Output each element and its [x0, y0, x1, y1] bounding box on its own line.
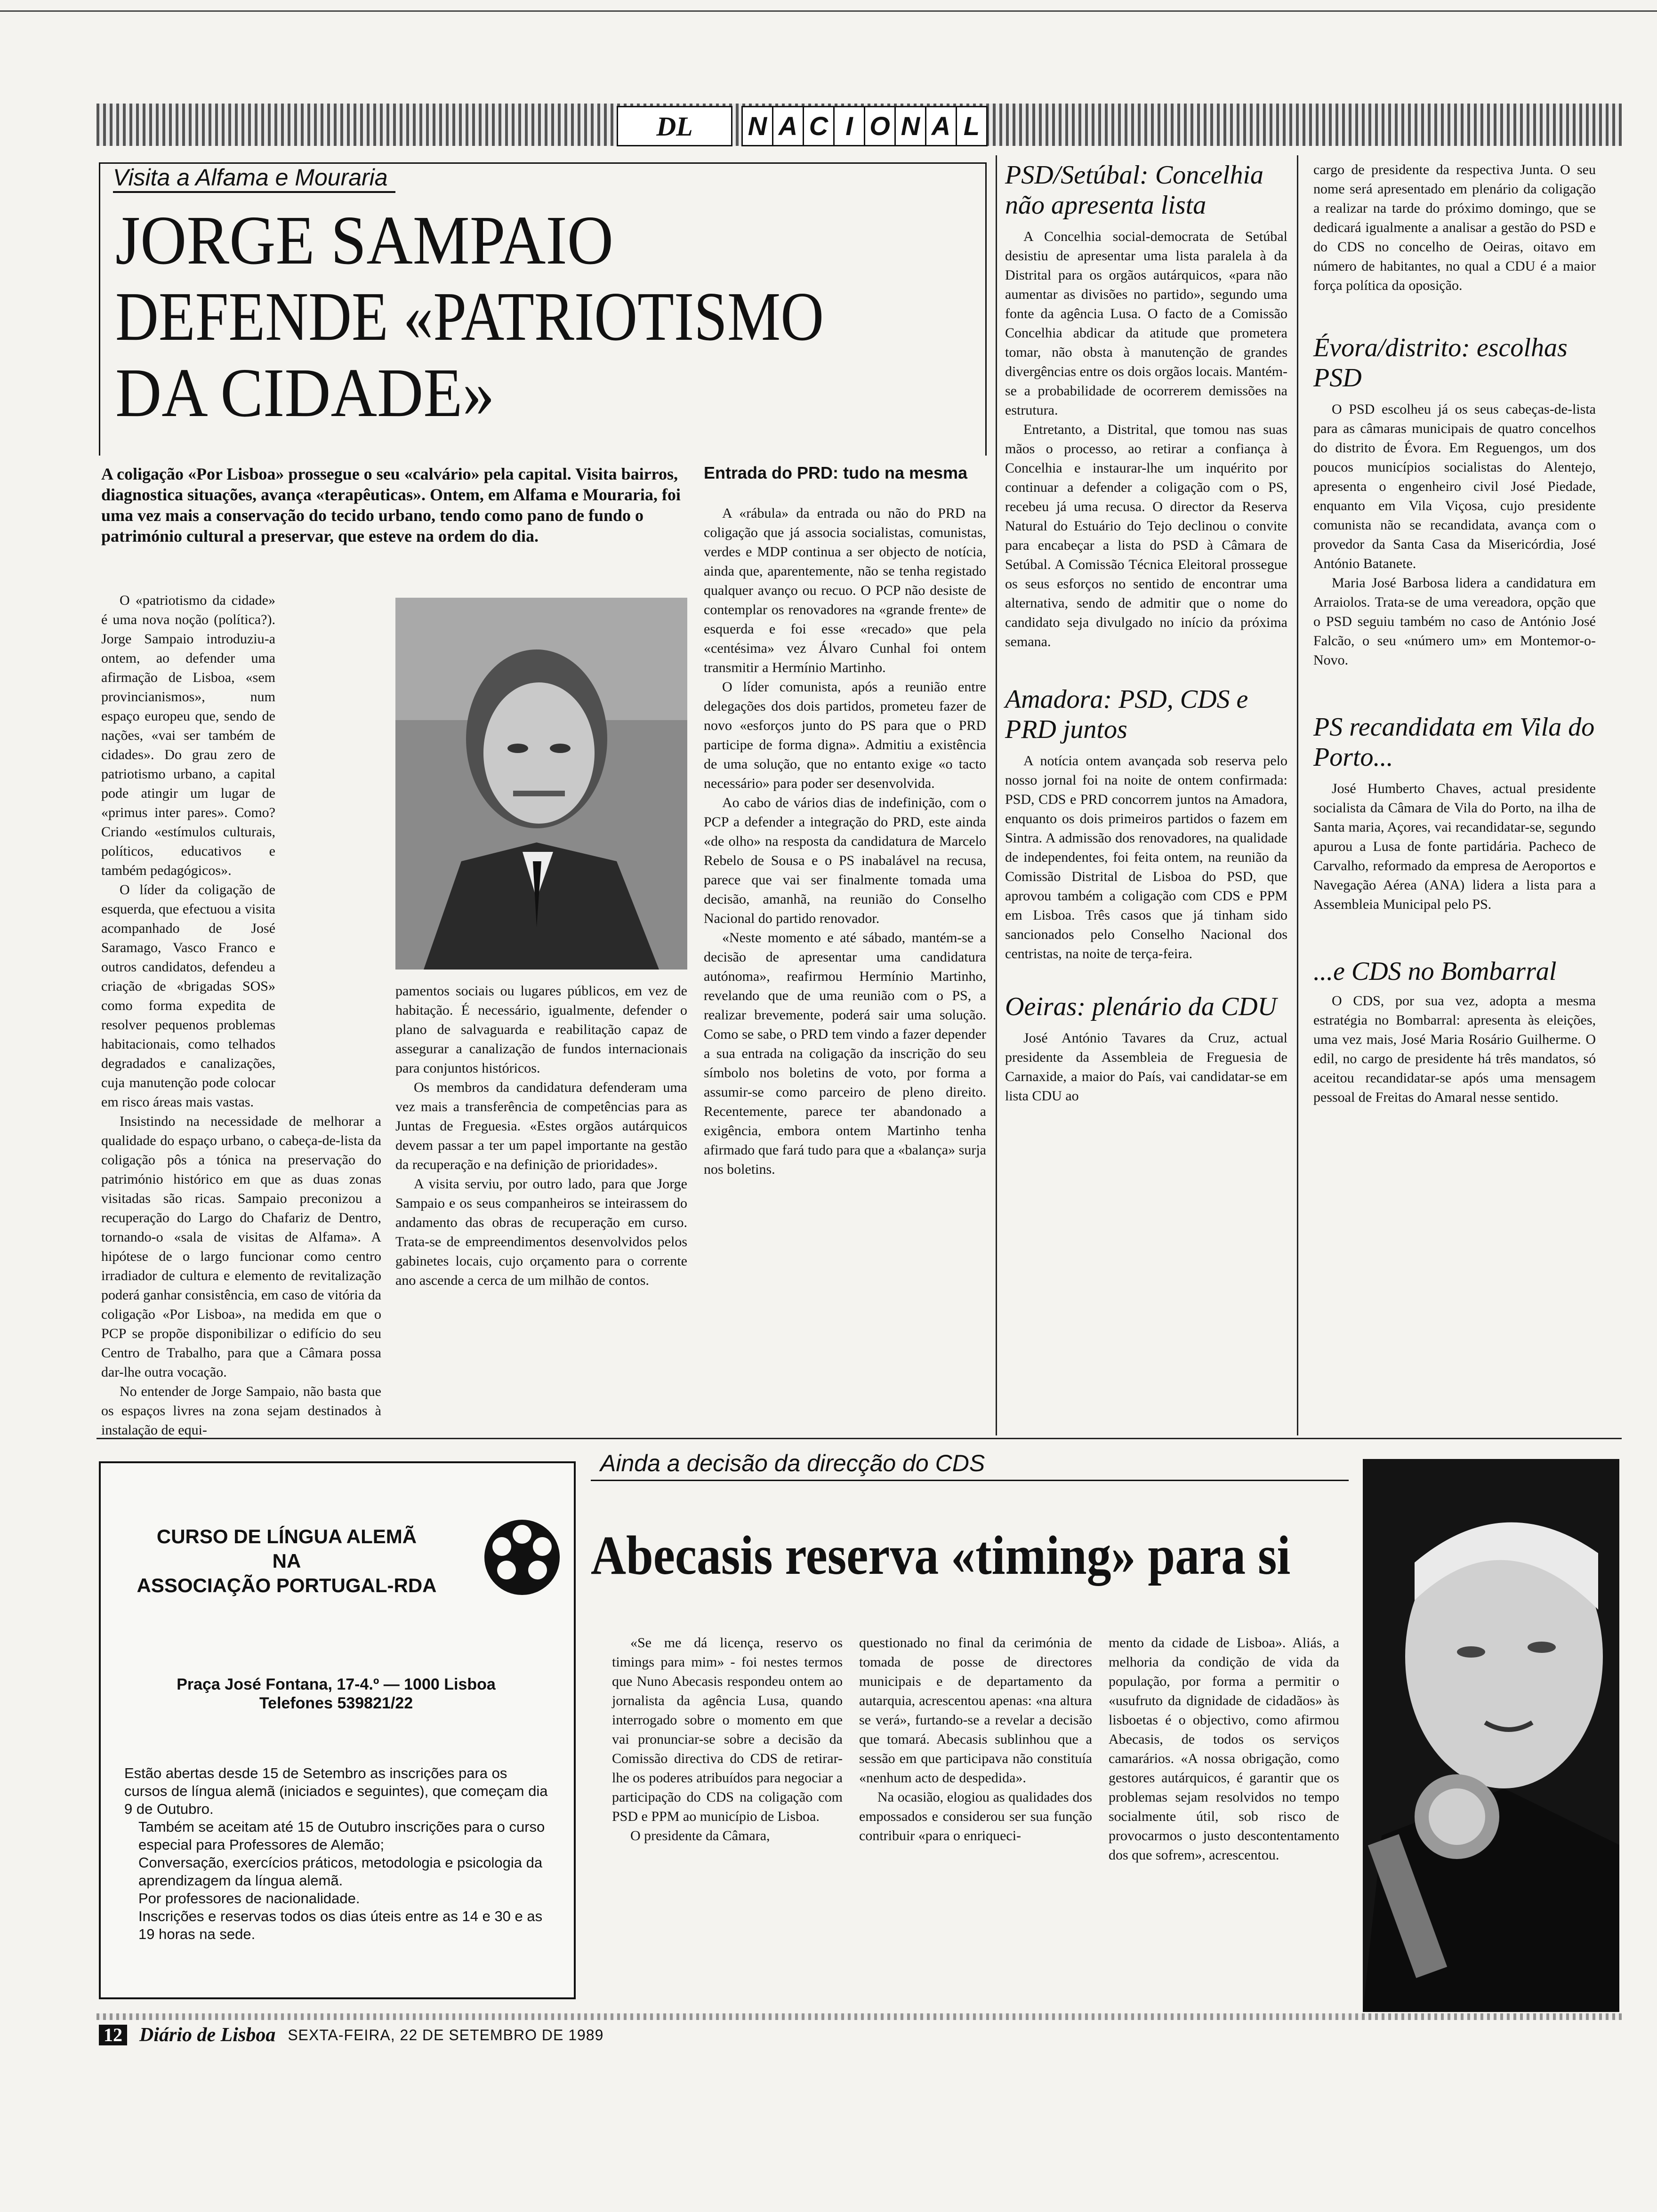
- section-title-letter: N: [896, 107, 926, 145]
- ad-body-line: Inscrições e reservas todos os dias úteis entre as 14 e 30 e as 19 horas na sede.: [138, 1908, 543, 1942]
- page-number: 12: [99, 2025, 127, 2045]
- psd-setubal-heading: PSD/Setúbal: Concelhia não apresenta lista: [1005, 160, 1264, 220]
- paragraph: A visita serviu, por outro lado, para que Jorge Sampaio e os seus companheiros se inteirassem do andamento das obras de recuperação em curso. Trata-se de empreendimentos desenvolvidos pelos gabinetes locais, cujo orçamento para o corrente ano ascende a cerca de um milhão de contos.: [395, 1176, 687, 1288]
- bombarral-body: [1313, 991, 1596, 1107]
- cds-col-2: [859, 1633, 1092, 1845]
- paragraph: José António Tavares da Cruz, actual presidente da Assembleia de Freguesia de Carnaxide, a maior do País, vai candidatar-se em lista CDU ao: [1005, 1030, 1287, 1104]
- column-rule: [1297, 155, 1298, 1435]
- ad-title-line: CURSO DE LÍNGUA ALEMÃ: [156, 1525, 417, 1547]
- headline-line-3: DA CIDADE»: [115, 354, 495, 432]
- psd-setubal-body: [1005, 227, 1287, 651]
- paragraph: pamentos sociais ou lugares públicos, em vez de habitação. É necessário, igualmente, defender o plano de salvaguarda e reabilitação capaz de assegurar a canalização de fundos internacionais para conjuntos históricos.: [395, 983, 687, 1076]
- ad-address-line: Praça José Fontana, 17-4.º — 1000 Lisboa: [177, 1675, 496, 1693]
- german-course-ad: [99, 1461, 576, 1999]
- cds-col-3: [1109, 1633, 1339, 1865]
- paragraph: O CDS, por sua vez, adopta a mesma estratégia no Bombarral: apresenta às eleições, uma vez mais, José Maria Rosário Guilherme. O edil, no cargo de presidente há três mandatos, só aceitou recandidatar-se após uma mensagem pessoal de Freitas do Amaral nesse sentido.: [1313, 993, 1596, 1105]
- paragraph: Na ocasião, elogiou as qualidades dos empossados e considerou ser sua função contribuir «para o enriqueci-: [859, 1789, 1092, 1843]
- section-divider: [97, 1438, 1622, 1439]
- section-title-letter: I: [835, 107, 865, 145]
- lead-col-3: [704, 504, 986, 1179]
- paragraph: Ao cabo de vários dias de indefinição, com o PCP a defender a integração do PRD, este ainda «de olho» na resposta da candidatura de Marcelo Rebelo de Sousa e o PS inabalável na recusa, parece que vai ser finalmente tomada uma decisão, amanhã, na reunião do Conselho Nacional do partido renovador.: [704, 795, 986, 926]
- paragraph: Os membros da candidatura defenderam uma vez mais a transferência de competências para as Juntas de Freguesia. «Estes orgãos autárquicos devem passar a ter um papel importante na gestão da recuperação e na definição de prioridades».: [395, 1080, 687, 1172]
- paragraph: José Humberto Chaves, actual presidente socialista da Câmara de Vila do Porto, na ilha de Santa maria, Açores, vai recandidatar-se, segundo apurou a Lusa de fonte partidária. Pacheco de Carvalho, reformado da empresa de Aeroportos e Navegação Aérea (ANA) lidera a lista para a Assembleia Municipal pelo PS.: [1313, 781, 1596, 912]
- cds-kicker: Ainda a decisão da direcção do CDS: [600, 1450, 985, 1476]
- column-b: [1313, 160, 1596, 1107]
- lead-headline: [115, 202, 977, 431]
- column-a: [1005, 160, 1287, 1106]
- amadora-heading: Amadora: PSD, CDS e PRD juntos: [1005, 685, 1248, 744]
- portrait-image: [1363, 1459, 1619, 2012]
- paragraph: A «rábula» da entrada ou não do PRD na coligação que já associa socialistas, comunistas, verdes e MDP continua a ser objecto de notícia, ainda que, aparentemente, não se tenha registado qualquer avanço ou recuo. O PCP não desiste de contemplar os renovadores na «grande frente» de esquerda e foi esse «recado» que pela «centésima» vez Álvaro Cunhal foi ontem transmitir a Hermínio Martinho.: [704, 505, 986, 675]
- cds-kicker-wrap: [591, 1450, 1349, 1481]
- ad-body-line: Por professores de nacionalidade.: [138, 1890, 360, 1907]
- scan-edge: [0, 0, 1657, 12]
- headline-line-1: JORGE SAMPAIO: [115, 202, 614, 279]
- prd-heading: Entrada do PRD: tudo na mesma: [704, 463, 968, 482]
- section-title-letter: L: [963, 111, 980, 141]
- footer-rule: [97, 2013, 1622, 2020]
- paragraph: O líder comunista, após a reunião entre delegações dos dois partidos, prometeu fazer de novo «esforços junto do PS para que o PRD participe de forma digna». Admitiu a existência de uma solução, que no entanto exige «o tacto necessário» para poder ser desenvolvida.: [704, 679, 986, 791]
- cds-headline: Abecasis reserva «timing» para si: [591, 1524, 1291, 1586]
- bombarral-heading: ...e CDS no Bombarral: [1313, 957, 1557, 986]
- cds-col-1: [612, 1633, 843, 1845]
- ad-body-line: Conversação, exercícios práticos, metodologia e psicologia da aprendizagem da língua alemã.: [138, 1854, 543, 1889]
- ps-porto-heading: PS recandidata em Vila do Porto...: [1313, 713, 1595, 772]
- section-title-letter: N: [743, 107, 773, 145]
- paragraph: O «patriotismo da cidade» é uma nova noção (política?). Jorge Sampaio introduziu-a ontem, ao defender uma afirmação de Lisboa, «sem provincianismos», num espaço europeu que, sendo de nações, «vai ser também de cidades». Do grau zero de patriotismo urbano, a capital pode atingir um lugar de «primus inter pares». Como? Criando «estímulos culturais, políticos, educativos e também pedagógicos».: [101, 593, 275, 878]
- paragraph: mento da cidade de Lisboa». Aliás, a melhoria da condição de vida da população, por forma a permitir o «usufruto da dignidade de cidadãos» às lisboetas é o objectivo, como afirmou Abecasis, de todos os serviços camarários. «A nossa obrigação, como gestores autárquicos, é garantir que os problemas sejam resolvidos no tempo socialmente útil, sob risco de provocarmos o justo descontentamento dos que sofrem», acrescentou.: [1109, 1635, 1339, 1863]
- headline-line-2: DEFENDE «PATRIOTISMO: [115, 278, 824, 355]
- sampaio-photo: [395, 598, 687, 970]
- ad-body: [124, 1764, 548, 1943]
- issue-date: SEXTA-FEIRA, 22 DE SETEMBRO DE 1989: [288, 2026, 604, 2044]
- ps-porto-body: [1313, 779, 1596, 914]
- evora-heading: Évora/distrito: escolhas PSD: [1313, 333, 1568, 393]
- ad-address-line: Telefones 539821/22: [259, 1694, 413, 1712]
- lead-kicker: Visita a Alfama e Mouraria: [113, 164, 395, 193]
- ad-title-line: NA: [272, 1550, 301, 1572]
- lead-col-1: [101, 591, 381, 1440]
- paragraph: cargo de presidente da respectiva Junta. O seu nome será apresentado em plenário da coligação a realizar na tarde do próximo domingo, que se dedicará igualmente a analisar a gestão do PSD e do CDS no concelho de Oeiras, oitavo em número de habitantes, no qual a CDU é a maior força política da oposição.: [1313, 162, 1596, 293]
- paragraph: A Concelhia social-democrata de Setúbal desistiu de apresentar uma lista paralela à da Distrital para os orgãos autárquicos, «para não aumentar as divisões no partido», segundo uma fonte da agência Lusa. O facto de a Comissão Concelhia abdicar da atitude que prometera tomar, não obsta à manutenção de grandes divergências entre os dois orgãos locais. Mantém-se a probabilidade de ocorrerem demissões na estrutura.: [1005, 229, 1287, 418]
- section-title: [741, 106, 988, 146]
- oeiras-body: [1005, 1028, 1287, 1106]
- column-rule: [996, 155, 997, 1435]
- ad-address: [115, 1675, 557, 1713]
- lead-lede: A coligação «Por Lisboa» prossegue o seu «calvário» pela capital. Visita bairros, diagnostica situações, avança «terapêuticas». Ontem, em Alfama e Mouraria, foi uma vez mais a conservação do tecido urbano, tendo como pano de fundo o património cultural a preservar, que esteve na ordem do dia.: [101, 465, 681, 545]
- association-emblem-icon: [482, 1517, 562, 1597]
- oeiras-continued: [1313, 160, 1596, 295]
- ad-body-line: Também se aceitam até 15 de Outubro inscrições para o curso especial para Professores de Alemão;: [138, 1819, 545, 1853]
- section-title-letter: C: [804, 107, 835, 145]
- paragraph: A notícia ontem avançada sob reserva pelo nosso jornal foi na noite de ontem confirmada: PSD, CDS e PRD concorrem juntos na Amadora, enquanto os dois primeiros partidos o fazem em Sintra. A admissão dos renovadores, na qualidade de independentes, foi feita ontem, na reunião da Comissão Distrital de Lisboa do PSD, que aprovou também a coligação com CDS e PPM em Lisboa. Três casos que já tinham sido sancionados pelo Conselho Nacional dos centristas, na noite de terça-feira.: [1005, 753, 1287, 962]
- section-title-letter: O: [865, 107, 896, 145]
- paragraph: Insistindo na necessidade de melhorar a qualidade do espaço urbano, o cabeça-de-lista da coligação pôs a tónica na preservação do património histórico em que as duas zonas visitadas são ricas. Sampaio preconizou a recuperação do Largo do Chafariz de Dentro, tornando-o «sala de visitas de Alfama». A hipótese de o largo funcionar como centro irradiador de cultura e elemento de revitalização poderá ganhar consistência, em caso de vitória da coligação «Por Lisboa», na medida em que o PCP se propõe disponibilizar o edifício do seu Centro de Trabalho, para que a Câmara possa dar-lhe outra vocação.: [101, 1114, 381, 1380]
- oeiras-heading: Oeiras: plenário da CDU: [1005, 992, 1277, 1021]
- paragraph: O presidente da Câmara,: [630, 1828, 770, 1843]
- abecasis-photo: [1363, 1459, 1619, 2012]
- paragraph: O líder da coligação de esquerda, que efectuou a visita acompanhado de José Saramago, Vasco Franco e outros candidatos, defendeu a criação de «brigadas SOS» como forma expedita de resolver pequenos problemas habitacionais, como telhados degradados e canalizações, cuja manutenção pode colocar em risco áreas mais vastas.: [101, 882, 275, 1110]
- lead-col-2: [395, 981, 687, 1290]
- newspaper-logo: DL: [617, 106, 732, 146]
- paragraph: «Neste momento e até sábado, mantém-se a decisão de apresentar uma candidatura autónoma», reafirmou Hermínio Martinho, revelando que de uma reunião com o PS, a realizar brevemente, poderá sair uma solução. Como se sabe, o PRD tem vindo a fazer depender a sua entrada na coligação da inscrição do seu símbolo nos boletins de voto, por forma a assumir-se como parceiro de pleno direito. Recentemente, parece ter abandonado a exigência, embora ontem Martinho tenha afirmado que fará tudo para que a «balança» surja nos boletins.: [704, 930, 986, 1177]
- paragraph: Entretanto, a Distrital, que tomou nas suas mãos o processo, ao retirar a confiança à Concelhia e instaurar-lhe um inquérito por continuar a defender a coligação com o PS, recebeu já uma recusa. O director da Reserva Natural do Estuário do Tejo declinou o convite para encabeçar a lista do PSD à Câmara de Setúbal. A Comissão Técnica Eleitoral prossegue os seus esforços no sentido de encontrar uma alternativa, sendo de admitir que o nome do candidato seja divulgado no início da próxima semana.: [1005, 422, 1287, 649]
- paragraph: No entender de Jorge Sampaio, não basta que os espaços livres na zona sejam destinados à instalação de equi-: [101, 1384, 381, 1438]
- section-title-letter: A: [926, 107, 957, 145]
- evora-body: [1313, 400, 1596, 670]
- paper-name: Diário de Lisboa: [139, 2024, 276, 2046]
- page-footer: [99, 2024, 603, 2046]
- ad-body-line: Estão abertas desde 15 de Setembro as inscrições para os cursos de língua alemã (iniciados e seguintes), que começam dia 9 de Outubro.: [124, 1765, 548, 1817]
- portrait-image: [395, 598, 687, 970]
- paragraph: Maria José Barbosa lidera a candidatura em Arraiolos. Trata-se de uma vereadora, opção que o PSD seguiu também no caso de António José Falcão, o seu «número um» em Montemor-o-Novo.: [1313, 575, 1596, 668]
- paragraph: O PSD escolheu já os seus cabeças-de-lista para as câmaras municipais de quatro concelhos do distrito de Évora. Em Reguengos, um dos poucos municípios socialistas do Alentejo, apresenta o engenheiro civil José Piedade, enquanto em Vila Viçosa, cujo presidente comunista não se recandidata, avança com o provedor da Santa Casa da Misericórdia, José António Batanete.: [1313, 401, 1596, 571]
- ad-title: [115, 1524, 458, 1598]
- amadora-body: [1005, 751, 1287, 963]
- paragraph: questionado no final da cerimónia de tomada de posse de directores municipais e de departamento da autarquia, acrescentou apenas: «na altura se verá», furtando-se a revelar a decisão que tomará. Abecasis sublinhou que a sessão em que participava não constituía «nenhum acto de despedida».: [859, 1635, 1092, 1786]
- ad-title-line: ASSOCIAÇÃO PORTUGAL-RDA: [137, 1574, 437, 1596]
- paragraph: «Se me dá licença, reservo os timings para mim» - foi nestes termos que Nuno Abecasis respondeu ontem ao jornalista da agência Lusa, quando interrogado sobre o momento em que vai pronunciar-se sobre a decisão da Comissão directiva do CDS de retirar-lhe os poderes atribuídos para negociar a participação do CDS na coligação com PSD e PPM ao município de Lisboa.: [612, 1635, 843, 1824]
- section-title-letter: A: [773, 107, 804, 145]
